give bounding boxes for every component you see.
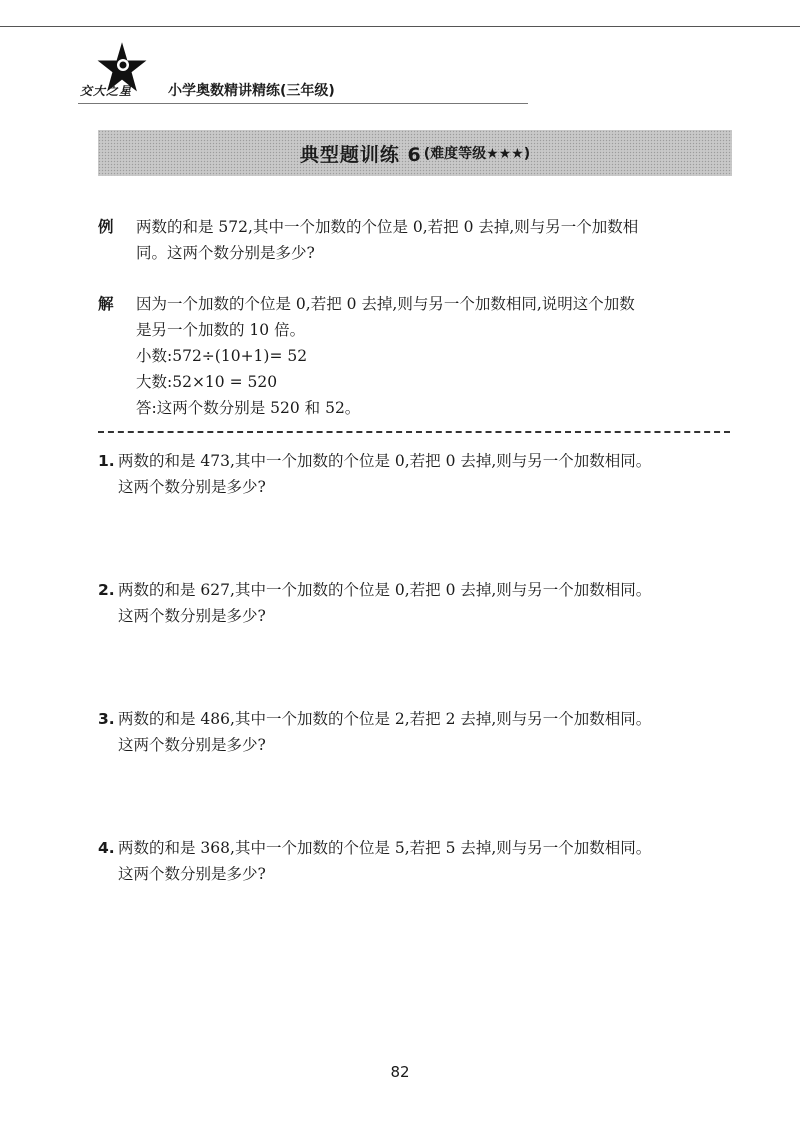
problem-line: 这两个数分别是多少? xyxy=(118,736,266,754)
problem-line: 两数的和是 627,其中一个加数的个位是 0,若把 0 去掉,则与另一个加数相同。 xyxy=(118,581,652,599)
example-line: 两数的和是 572,其中一个加数的个位是 0,若把 0 去掉,则与另一个加数相 xyxy=(136,218,639,236)
section-banner xyxy=(98,130,732,176)
problem-line: 两数的和是 486,其中一个加数的个位是 2,若把 2 去掉,则与另一个加数相同。 xyxy=(118,710,652,728)
book-title: 小学奥数精讲精练(三年级) xyxy=(168,83,335,99)
problem-item xyxy=(98,577,738,629)
example-block xyxy=(98,214,738,266)
problem-item xyxy=(98,706,738,758)
example-tag: 例 xyxy=(98,218,114,236)
solution-line: 大数:52×10 = 520 xyxy=(136,373,278,391)
solution-line: 小数:572÷(10+1)= 52 xyxy=(136,347,308,365)
page-header xyxy=(78,42,528,104)
page-number: 82 xyxy=(390,1063,410,1081)
brand-name: 交大之星 xyxy=(80,84,133,98)
difficulty-level: (难度等级★★★) xyxy=(423,146,531,162)
top-border-line xyxy=(0,26,800,27)
section-title: 典型题训练 6 xyxy=(299,143,422,166)
problem-line: 这两个数分别是多少? xyxy=(118,607,266,625)
solution-line: 答:这两个数分别是 520 和 52。 xyxy=(136,399,361,417)
solution-line: 是另一个加数的 10 倍。 xyxy=(136,321,306,339)
problem-number: 4. xyxy=(98,839,115,857)
problem-item xyxy=(98,448,738,500)
solution-tag: 解 xyxy=(98,295,114,313)
problem-line: 这两个数分别是多少? xyxy=(118,478,266,496)
problem-line: 这两个数分别是多少? xyxy=(118,865,266,883)
dashed-divider xyxy=(98,431,730,433)
problem-number: 1. xyxy=(98,452,115,470)
problem-line: 两数的和是 368,其中一个加数的个位是 5,若把 5 去掉,则与另一个加数相同。 xyxy=(118,839,652,857)
header-underline xyxy=(78,103,528,104)
example-line: 同。这两个数分别是多少? xyxy=(136,244,315,262)
problem-line: 两数的和是 473,其中一个加数的个位是 0,若把 0 去掉,则与另一个加数相同。 xyxy=(118,452,652,470)
problem-item xyxy=(98,835,738,887)
solution-block xyxy=(98,291,738,421)
problem-number: 3. xyxy=(98,710,115,728)
solution-line: 因为一个加数的个位是 0,若把 0 去掉,则与另一个加数相同,说明这个加数 xyxy=(136,295,635,313)
problem-number: 2. xyxy=(98,581,115,599)
